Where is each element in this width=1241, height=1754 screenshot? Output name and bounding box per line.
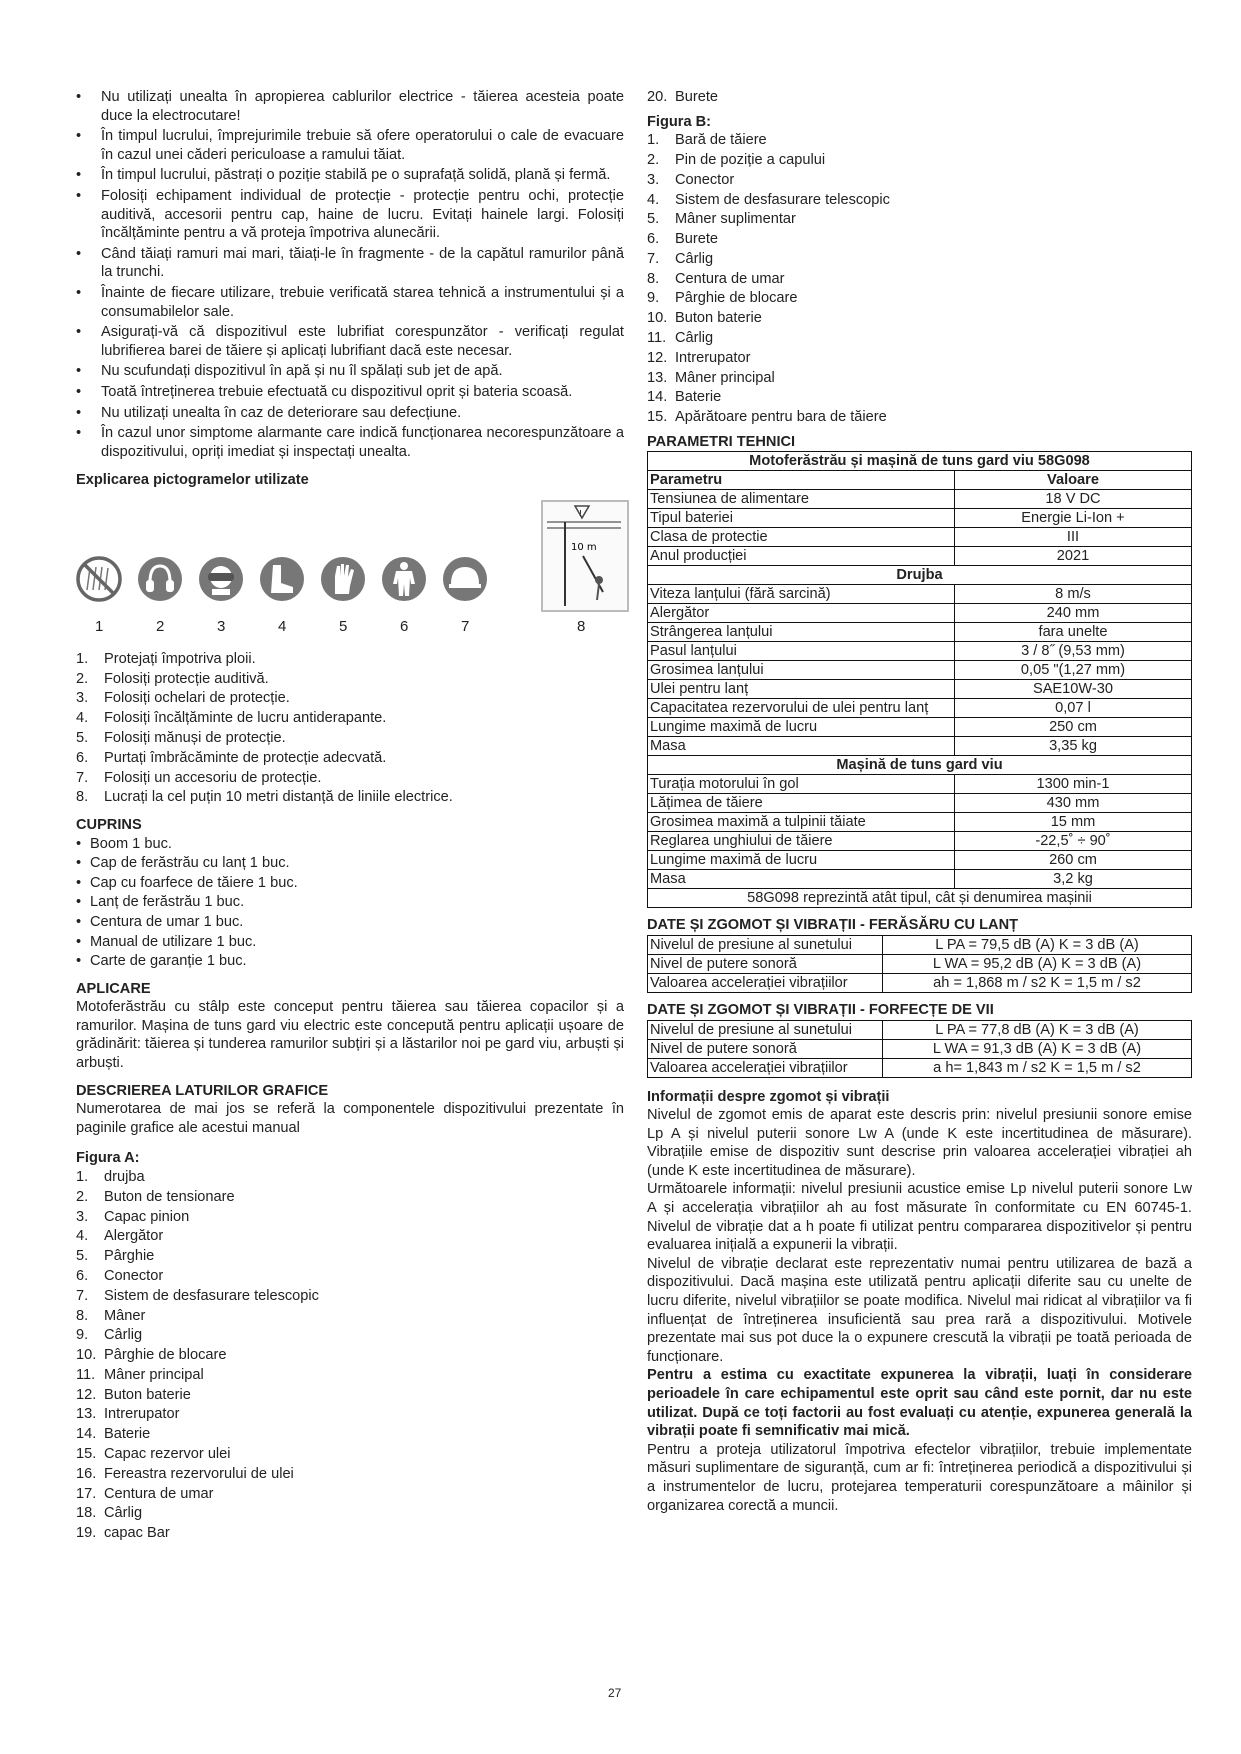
value-cell: L WA = 91,3 dB (A) K = 3 dB (A) bbox=[883, 1039, 1192, 1058]
cuprins-item: • Centura de umar 1 buc. bbox=[76, 913, 624, 932]
param-cell: Grosimea lanțului bbox=[648, 661, 955, 680]
pictograms-heading: Explicarea pictogramelor utilizate bbox=[76, 472, 309, 489]
table-row bbox=[648, 699, 1192, 718]
protective-clothing-icon bbox=[381, 556, 427, 602]
list-item bbox=[76, 1425, 624, 1444]
info-paragraph-3: Nivelul de vibrație declarat este reprezentativ numai pentru utilizarea de bază a dispozitivului. Dacă mașina este utilizată pentru aplicații diferite sau cu unelte de lucru diferite, nivelul vibrațiilor se poate modifica. Nivelul mai ridicat al vibrațiilor va fi influențat de întreținerea insuficientă sau prea rară a dispozitivului. Motivele prezentate mai sus pot duce la o expunere crescută la vibrații pe toată perioada de funcționare. bbox=[647, 1255, 1192, 1365]
figura-b-list bbox=[647, 131, 1192, 427]
param-cell: Valoarea accelerației vibrațiilor bbox=[648, 973, 883, 992]
item-number: 5. bbox=[76, 1248, 89, 1265]
item-number: 4. bbox=[647, 191, 660, 208]
param-cell: Nivelul de presiune al sunetului bbox=[648, 1020, 883, 1039]
list-item bbox=[76, 1485, 624, 1504]
list-item bbox=[76, 1307, 624, 1326]
pictograms-strip bbox=[76, 500, 624, 650]
param-cell: Masa bbox=[648, 737, 955, 756]
page-number: 27 bbox=[608, 1686, 622, 1700]
value-cell: 260 cm bbox=[955, 851, 1192, 870]
list-item bbox=[76, 1287, 624, 1306]
pictogram-number: 5 bbox=[339, 617, 348, 635]
item-text: Fereastra rezervorului de ulei bbox=[104, 1465, 294, 1482]
table-row bbox=[648, 1058, 1192, 1077]
item-text: Folosiți protecție auditivă. bbox=[104, 670, 269, 687]
param-cell: Nivel de putere sonoră bbox=[648, 1039, 883, 1058]
item-text: Alergător bbox=[104, 1228, 164, 1245]
item-text: Pârghie de blocare bbox=[104, 1347, 227, 1364]
param-cell: Pasul lanțului bbox=[648, 642, 955, 661]
pictogram-numbers bbox=[76, 618, 624, 638]
item-number: 20. bbox=[647, 89, 668, 105]
value-cell: 0,07 l bbox=[955, 699, 1192, 718]
list-item bbox=[647, 270, 1192, 289]
table-row bbox=[648, 794, 1192, 813]
cuprins-item: • Lanț de ferăstrău 1 buc. bbox=[76, 893, 624, 912]
safety-bullet: • În cazul unor simptome alarmante care indică funcționarea necorespunzătoare a dispozitivului, opriți imediat și inspectați unealta. bbox=[76, 424, 624, 461]
value-cell: ah = 1,868 m / s2 K = 1,5 m / s2 bbox=[883, 973, 1192, 992]
table-row bbox=[648, 661, 1192, 680]
no-rain-icon bbox=[76, 556, 122, 602]
safety-bullet: • Nu utilizați unealta în caz de deteriorare sau defecțiune. bbox=[76, 404, 624, 423]
table-row bbox=[648, 954, 1192, 973]
list-item bbox=[76, 1326, 624, 1345]
noise-shears-table bbox=[647, 1020, 1192, 1078]
value-cell: 250 cm bbox=[955, 718, 1192, 737]
table-row bbox=[648, 1020, 1192, 1039]
table-row bbox=[648, 509, 1192, 528]
param-cell: Tipul bateriei bbox=[648, 509, 955, 528]
pictogram-legend-item bbox=[76, 788, 624, 807]
value-cell: 3 / 8˝ (9,53 mm) bbox=[955, 642, 1192, 661]
table-row bbox=[648, 756, 1192, 775]
table-row bbox=[648, 566, 1192, 585]
list-item bbox=[647, 388, 1192, 407]
safety-bullet: • În timpul lucrului, păstrați o poziție stabilă pe o suprafață solidă, plană și fermă. bbox=[76, 166, 624, 185]
safety-bullet: • Toată întreținerea trebuie efectuată cu dispozitivul oprit și bateria scoasă. bbox=[76, 383, 624, 402]
info-paragraph-2: Următoarele informații: nivelul presiunii acustice emise Lp nivelul puterii sonore Lw A și accelerația vibrațiilor ah au fost măsurate în conformitate cu EN 60745-1. Nivelul de vibrație dat a h poate fi utilizat pentru compararea dispozitivelor și pentru evaluarea inițială a expunerii la vibrații. bbox=[647, 1181, 1192, 1254]
list-item bbox=[76, 1465, 624, 1484]
item-text: Pârghie de blocare bbox=[675, 290, 798, 307]
table-row bbox=[648, 604, 1192, 623]
gloves-icon bbox=[320, 556, 366, 602]
list-item bbox=[76, 1208, 624, 1227]
table-section-title: Drujba bbox=[648, 566, 1192, 585]
power-line-distance-icon bbox=[541, 500, 629, 612]
svg-text:!: ! bbox=[579, 508, 583, 518]
item-text: Buton baterie bbox=[104, 1386, 191, 1403]
item-number: 17. bbox=[76, 1485, 97, 1502]
list-item bbox=[76, 1386, 624, 1405]
info-paragraph-4: Pentru a estima cu exactitate expunerea la vibrații, luați în considerare perioadele în care echipamentul este oprit sau când este pornit, dar nu este utilizat. După ce toți factorii au fost evaluați cu atenție, expunerea generală la vibrații poate fi semnificativ mai mică. bbox=[647, 1367, 1192, 1440]
list-item bbox=[76, 1504, 624, 1523]
item-text: Folosiți încălțăminte de lucru antiderapante. bbox=[104, 710, 387, 727]
item-number: 1. bbox=[76, 1169, 89, 1186]
item-text: Pin de poziție a capului bbox=[675, 151, 826, 168]
item-number: 6. bbox=[76, 1267, 89, 1284]
eye-protection-icon bbox=[198, 556, 244, 602]
item-number: 6. bbox=[647, 231, 660, 248]
table-row bbox=[648, 623, 1192, 642]
param-cell: Clasa de protectie bbox=[648, 528, 955, 547]
list-item bbox=[647, 151, 1192, 170]
param-cell: Lungime maximă de lucru bbox=[648, 718, 955, 737]
list-item bbox=[76, 1405, 624, 1424]
item-number: 19. bbox=[76, 1525, 97, 1542]
list-item bbox=[647, 289, 1192, 308]
item-text: Mâner bbox=[104, 1307, 146, 1324]
value-cell: 3,35 kg bbox=[955, 737, 1192, 756]
item-text: Intrerupator bbox=[104, 1406, 180, 1423]
item-text: Conector bbox=[675, 171, 735, 188]
descriere-heading: DESCRIEREA LATURILOR GRAFICE bbox=[76, 1082, 329, 1099]
value-cell: L PA = 79,5 dB (A) K = 3 dB (A) bbox=[883, 935, 1192, 954]
param-cell: Capacitatea rezervorului de ulei pentru lanț bbox=[648, 699, 955, 718]
item-text: drujba bbox=[104, 1169, 145, 1186]
info-paragraph-1: Nivelul de zgomot emis de aparat este descris prin: nivelul presiunii sonore emise Lp A și nivelul puterii sonore Lw A (unde K este incertitudinea de măsurare). Vibrațiile emise de dispozitiv sunt descrise prin valoarea accelerației vibrației ah (unde K este incertitudinea de măsurare). bbox=[647, 1107, 1192, 1179]
table-row bbox=[648, 851, 1192, 870]
param-cell: Lungime maximă de lucru bbox=[648, 851, 955, 870]
item-number: 4. bbox=[76, 710, 89, 727]
item-text: Cârlig bbox=[675, 250, 714, 267]
safety-boots-icon bbox=[259, 556, 305, 602]
pictogram-number: 1 bbox=[95, 617, 104, 635]
table-row bbox=[648, 547, 1192, 566]
item-number: 15. bbox=[76, 1445, 97, 1462]
helmet-icon bbox=[442, 556, 488, 602]
right-column bbox=[647, 88, 1192, 1515]
item-number: 12. bbox=[647, 349, 668, 366]
item-text: Mâner principal bbox=[104, 1366, 204, 1383]
item-number: 15. bbox=[647, 409, 668, 426]
aplicare-text: Motoferăstrău cu stâlp este conceput pentru tăierea sau tăierea copacilor și a ramurilor. Mașina de tuns gard viu electric este concepută pentru aplicații ușoare de grădinărit: tăierea și tunderea ramurilor subțiri și a lăstarilor noi pe gard viu, arbuști și arbuști. bbox=[76, 999, 624, 1072]
power-line-distance-label: 10 m bbox=[571, 541, 597, 553]
param-cell: Strângerea lanțului bbox=[648, 623, 955, 642]
list-item bbox=[647, 369, 1192, 388]
cuprins-heading: CUPRINS bbox=[76, 816, 142, 833]
param-cell: Viteza lanțului (fără sarcină) bbox=[648, 585, 955, 604]
value-cell: 18 V DC bbox=[955, 490, 1192, 509]
figura-a-heading: Figura A: bbox=[76, 1150, 140, 1167]
value-cell: 1300 min-1 bbox=[955, 775, 1192, 794]
safety-bullet: • Când tăiați ramuri mai mari, tăiați-le în fragmente - de la capătul ramurilor până la trunchi. bbox=[76, 245, 624, 282]
item-number: 8. bbox=[76, 1307, 89, 1324]
pictogram-legend-item bbox=[76, 729, 624, 748]
list-item bbox=[647, 309, 1192, 328]
list-item bbox=[647, 408, 1192, 427]
item-number: 14. bbox=[76, 1426, 97, 1443]
item-text: Capac pinion bbox=[104, 1208, 190, 1225]
item-number: 13. bbox=[76, 1406, 97, 1423]
item-number: 2. bbox=[647, 151, 660, 168]
item-number: 11. bbox=[647, 330, 667, 346]
safety-bullet: • Asigurați-vă că dispozitivul este lubrifiat corespunzător - verificați regulat lubrifierea barei de tăiere și aplicați lubrifiant dacă este necesar. bbox=[76, 323, 624, 360]
table-row bbox=[648, 642, 1192, 661]
aplicare-heading: APLICARE bbox=[76, 980, 151, 997]
tech-table bbox=[647, 451, 1192, 908]
item-text: Folosiți un accesoriu de protecție. bbox=[104, 769, 322, 786]
figura-b-heading: Figura B: bbox=[647, 113, 712, 130]
table-row bbox=[648, 775, 1192, 794]
item-text: Purtați îmbrăcăminte de protecție adecvată. bbox=[104, 749, 387, 766]
table-row bbox=[648, 680, 1192, 699]
value-cell: fara unelte bbox=[955, 623, 1192, 642]
item-text: Cârlig bbox=[104, 1505, 143, 1522]
safety-bullet: • Folosiți echipament individual de protecție - protecție pentru ochi, protecție auditivă, accesorii pentru cap, haine de lucru. Evitați hainele largi. Folosiți încălțăminte pentru a vă proteja împotriva alunecării. bbox=[76, 187, 624, 243]
safety-list bbox=[76, 88, 624, 461]
left-column bbox=[76, 88, 624, 1544]
safety-bullet: • Înainte de fiecare utilizare, trebuie verificată starea tehnică a instrumentului și a consumabilelor sale. bbox=[76, 284, 624, 321]
pictogram-legend-item bbox=[76, 650, 624, 669]
item-text: Folosiți mănuși de protecție. bbox=[104, 730, 286, 746]
table-footer: 58G098 reprezintă atât tipul, cât și denumirea mașinii bbox=[648, 889, 1192, 908]
item-text: Pârghie bbox=[104, 1248, 155, 1265]
list-item bbox=[647, 171, 1192, 190]
item-number: 8. bbox=[647, 270, 660, 287]
item-text: Mâner principal bbox=[675, 369, 775, 386]
item-text: Folosiți ochelari de protecție. bbox=[104, 690, 290, 707]
item-text: Bară de tăiere bbox=[675, 132, 767, 149]
param-cell: Valoarea accelerației vibrațiilor bbox=[648, 1058, 883, 1077]
list-item bbox=[76, 1366, 624, 1385]
item-number: 7. bbox=[76, 769, 89, 786]
item-text: Conector bbox=[104, 1267, 164, 1284]
item-text: Cârlig bbox=[675, 330, 714, 346]
param-cell: Masa bbox=[648, 870, 955, 889]
param-cell: Tensiunea de alimentare bbox=[648, 490, 955, 509]
item-text: Baterie bbox=[104, 1426, 151, 1443]
value-cell: a h= 1,843 m / s2 K = 1,5 m / s2 bbox=[883, 1058, 1192, 1077]
param-cell: Nivelul de presiune al sunetului bbox=[648, 935, 883, 954]
table-row bbox=[648, 490, 1192, 509]
table-row bbox=[648, 737, 1192, 756]
figura-a-list-continued bbox=[647, 88, 1192, 107]
table-row bbox=[648, 973, 1192, 992]
cuprins-item: • Cap cu foarfece de tăiere 1 buc. bbox=[76, 874, 624, 893]
table-row bbox=[648, 935, 1192, 954]
item-text: Baterie bbox=[675, 389, 722, 406]
cuprins-item: • Cap de ferăstrău cu lanț 1 buc. bbox=[76, 854, 624, 873]
param-cell: Ulei pentru lanț bbox=[648, 680, 955, 699]
item-text: Centura de umar bbox=[104, 1485, 214, 1502]
item-number: 10. bbox=[76, 1347, 97, 1364]
value-cell: 3,2 kg bbox=[955, 870, 1192, 889]
item-number: 16. bbox=[76, 1465, 97, 1482]
item-number: 14. bbox=[647, 389, 668, 406]
list-item bbox=[647, 131, 1192, 150]
safety-bullet: • În timpul lucrului, împrejurimile trebuie să ofere operatorului o cale de evacuare în cazul unei căderi periculoase a ramului tăiat. bbox=[76, 127, 624, 164]
item-number: 13. bbox=[647, 369, 668, 386]
value-cell: -22,5˚ ÷ 90˚ bbox=[955, 832, 1192, 851]
list-item bbox=[76, 1445, 624, 1464]
value-cell: Energie Li-Ion + bbox=[955, 509, 1192, 528]
param-cell: Turația motorului în gol bbox=[648, 775, 955, 794]
item-number: 3. bbox=[647, 171, 660, 188]
param-cell: Lățimea de tăiere bbox=[648, 794, 955, 813]
value-cell: L PA = 77,8 dB (A) K = 3 dB (A) bbox=[883, 1020, 1192, 1039]
list-item bbox=[76, 1346, 624, 1365]
list-item bbox=[76, 1168, 624, 1187]
item-number: 5. bbox=[76, 730, 89, 746]
pictogram-legend-item bbox=[76, 689, 624, 708]
value-cell: 2021 bbox=[955, 547, 1192, 566]
safety-bullet: • Nu scufundați dispozitivul în apă și nu îl spălați sub jet de apă. bbox=[76, 362, 624, 381]
table-title: Motoferăstrău și mașină de tuns gard viu 58G098 bbox=[648, 452, 1192, 471]
list-item bbox=[647, 250, 1192, 269]
item-number: 9. bbox=[647, 290, 660, 307]
item-number: 7. bbox=[76, 1287, 89, 1304]
param-cell: Reglarea unghiului de tăiere bbox=[648, 832, 955, 851]
item-text: Buton baterie bbox=[675, 310, 762, 327]
pictogram-number: 7 bbox=[461, 617, 470, 635]
list-item bbox=[647, 210, 1192, 229]
item-number: 18. bbox=[76, 1505, 97, 1522]
noise-shears-heading: DATE ȘI ZGOMOT ȘI VIBRAȚII - FORFECȚE DE VII bbox=[647, 1001, 994, 1018]
list-item bbox=[76, 1227, 624, 1246]
value-cell: SAE10W-30 bbox=[955, 680, 1192, 699]
list-item bbox=[647, 329, 1192, 348]
item-number: 2. bbox=[76, 670, 89, 687]
pictogram-number: 2 bbox=[156, 617, 165, 635]
info-paragraph-5: Pentru a proteja utilizatorul împotriva efectelor vibrațiilor, trebuie implementate măsuri suplimentare de siguranță, cum ar fi: întreținerea periodică a dispozitivului și a instrumentelor de lucru, protejarea temperaturii corespunzătoare a mâinilor și organizarea corectă a muncii. bbox=[647, 1441, 1192, 1514]
value-cell: 430 mm bbox=[955, 794, 1192, 813]
info-heading: Informații despre zgomot și vibrații bbox=[647, 1088, 890, 1105]
list-item bbox=[647, 191, 1192, 210]
value-cell: 15 mm bbox=[955, 813, 1192, 832]
list-item bbox=[76, 1247, 624, 1266]
pictogram-legend-item bbox=[76, 670, 624, 689]
list-item bbox=[76, 1188, 624, 1207]
safety-bullet: • Nu utilizați unealta în apropierea cablurilor electrice - tăierea acesteia poate duce la electrocutare! bbox=[76, 88, 624, 125]
value-header: Valoare bbox=[955, 471, 1192, 490]
value-cell: L WA = 95,2 dB (A) K = 3 dB (A) bbox=[883, 954, 1192, 973]
param-cell: Anul producției bbox=[648, 547, 955, 566]
pictogram-legend bbox=[76, 650, 624, 807]
table-row bbox=[648, 585, 1192, 604]
item-text: Apărătoare pentru bara de tăiere bbox=[675, 409, 887, 426]
table-row bbox=[648, 813, 1192, 832]
pictogram-legend-item bbox=[76, 769, 624, 788]
item-number: 4. bbox=[76, 1228, 89, 1245]
param-cell: Alergător bbox=[648, 604, 955, 623]
noise-chain-table bbox=[647, 935, 1192, 993]
list-item bbox=[647, 349, 1192, 368]
table-row bbox=[648, 718, 1192, 737]
item-text: Burete bbox=[675, 89, 718, 105]
item-text: Mâner suplimentar bbox=[675, 211, 796, 228]
table-row bbox=[648, 528, 1192, 547]
item-number: 1. bbox=[76, 650, 89, 667]
pictogram-legend-item bbox=[76, 749, 624, 768]
item-number: 8. bbox=[76, 789, 89, 806]
list-item bbox=[647, 230, 1192, 249]
item-text: Capac rezervor ulei bbox=[104, 1445, 231, 1462]
item-number: 7. bbox=[647, 250, 660, 267]
cuprins-list bbox=[76, 835, 624, 971]
value-cell: 0,05 "(1,27 mm) bbox=[955, 661, 1192, 680]
list-item bbox=[76, 1267, 624, 1286]
param-cell: Nivel de putere sonoră bbox=[648, 954, 883, 973]
item-number: 12. bbox=[76, 1386, 97, 1403]
list-item bbox=[76, 1524, 624, 1543]
item-text: Sistem de desfasurare telescopic bbox=[104, 1287, 319, 1304]
item-text: Buton de tensionare bbox=[104, 1188, 235, 1205]
tech-heading: PARAMETRI TEHNICI bbox=[647, 433, 796, 450]
pictogram-number: 6 bbox=[400, 617, 409, 635]
item-text: Centura de umar bbox=[675, 270, 785, 287]
item-number: 5. bbox=[647, 211, 660, 228]
pictogram-number: 3 bbox=[217, 617, 226, 635]
item-number: 3. bbox=[76, 690, 89, 707]
value-cell: 240 mm bbox=[955, 604, 1192, 623]
table-row bbox=[648, 832, 1192, 851]
cuprins-item: • Boom 1 buc. bbox=[76, 835, 624, 854]
item-number: 10. bbox=[647, 310, 668, 327]
item-text: capac Bar bbox=[104, 1525, 170, 1542]
pictogram-number: 4 bbox=[278, 617, 287, 635]
item-number: 1. bbox=[647, 132, 660, 149]
item-number: 11. bbox=[76, 1366, 96, 1383]
item-number: 6. bbox=[76, 749, 89, 766]
item-number: 9. bbox=[76, 1327, 89, 1344]
item-number: 2. bbox=[76, 1188, 89, 1205]
value-cell: III bbox=[955, 528, 1192, 547]
table-row bbox=[648, 1039, 1192, 1058]
figura-a-list bbox=[76, 1168, 624, 1543]
noise-chain-heading: DATE ȘI ZGOMOT ȘI VIBRAȚII - FERĂSĂRU CU LANȚ bbox=[647, 917, 1019, 934]
item-text: Protejați împotriva ploii. bbox=[104, 650, 256, 667]
descriere-text: Numerotarea de mai jos se referă la componentele dispozitivului prezentate în paginile grafice ale acestui manual bbox=[76, 1101, 624, 1136]
item-text: Burete bbox=[675, 231, 718, 248]
table-section-title: Mașină de tuns gard viu bbox=[648, 756, 1192, 775]
cuprins-item: • Carte de garanție 1 buc. bbox=[76, 952, 624, 971]
pictogram-legend-item bbox=[76, 709, 624, 728]
param-header: Parametru bbox=[648, 471, 955, 490]
list-item bbox=[647, 88, 1192, 107]
param-cell: Grosimea maximă a tulpinii tăiate bbox=[648, 813, 955, 832]
value-cell: 8 m/s bbox=[955, 585, 1192, 604]
ear-protection-icon bbox=[137, 556, 183, 602]
item-text: Intrerupator bbox=[675, 349, 751, 366]
table-header-row bbox=[648, 471, 1192, 490]
item-text: Lucrați la cel puțin 10 metri distanță de liniile electrice. bbox=[104, 789, 453, 806]
table-row bbox=[648, 452, 1192, 471]
table-row bbox=[648, 870, 1192, 889]
table-row bbox=[648, 889, 1192, 908]
item-number: 3. bbox=[76, 1208, 89, 1225]
item-text: Sistem de desfasurare telescopic bbox=[675, 191, 890, 208]
pictogram-number: 8 bbox=[577, 617, 586, 635]
item-text: Cârlig bbox=[104, 1327, 143, 1344]
cuprins-item: • Manual de utilizare 1 buc. bbox=[76, 933, 624, 952]
